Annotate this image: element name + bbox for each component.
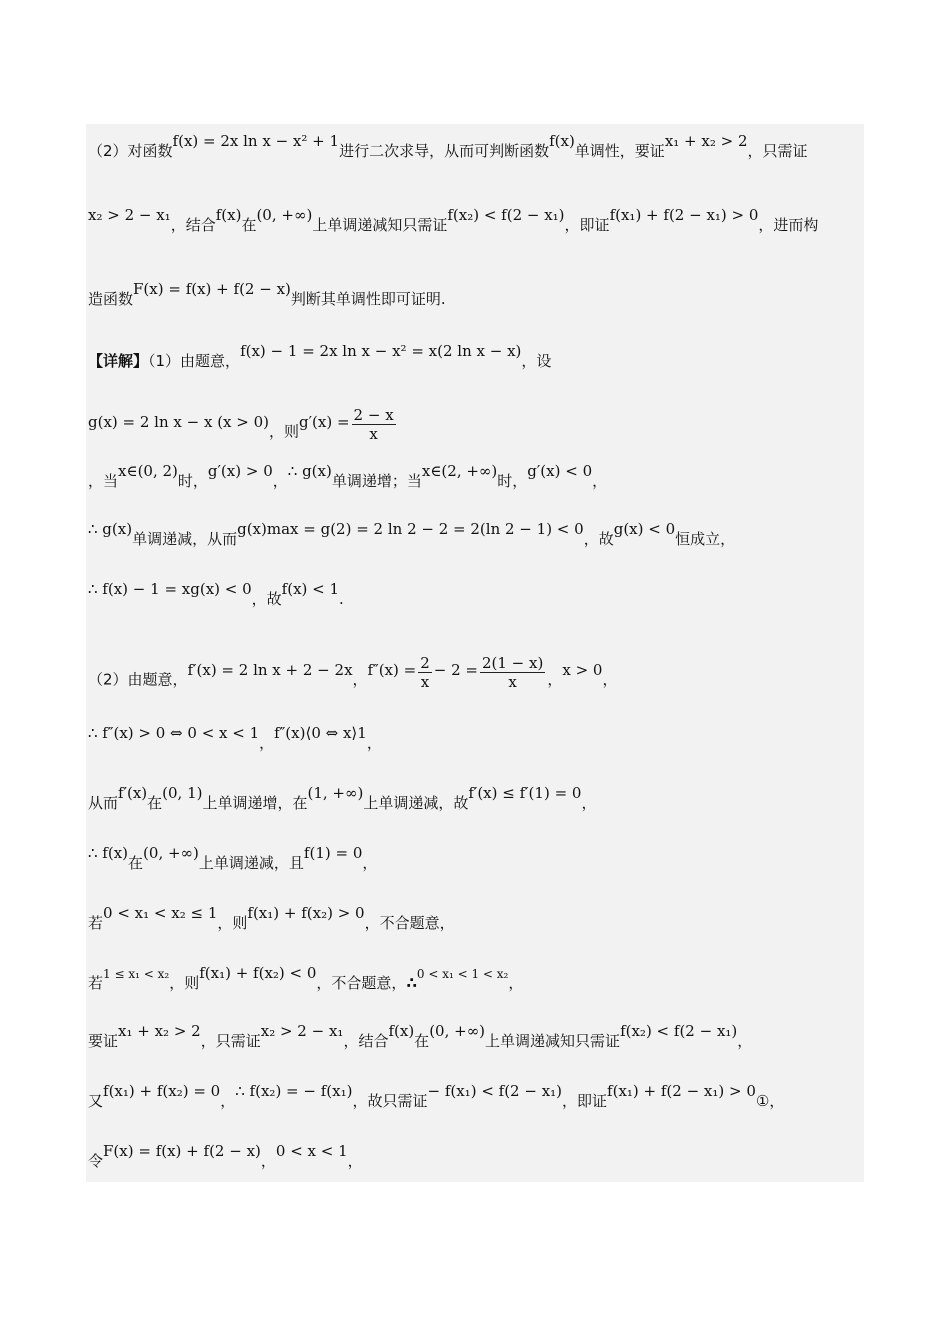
formula: ∴ f(x) − 1 = xg(x) < 0: [88, 580, 252, 598]
formula: ∴ f(x): [88, 844, 129, 862]
formula: (1, +∞): [307, 784, 364, 802]
formula: 0 < x₁ < x₂ ≤ 1: [103, 904, 218, 922]
text: 要证: [88, 1032, 119, 1050]
formula: f(x): [549, 132, 575, 150]
formula: f(x) − 1 = 2x ln x − x² = x(2 ln x − x): [240, 342, 522, 360]
line-13: [88, 904, 455, 932]
formula: F(x) = f(x) + f(2 − x): [133, 280, 291, 298]
text: ，: [260, 1152, 276, 1170]
line-17: [88, 1142, 363, 1170]
text: ，: [547, 670, 563, 689]
therefore-symbol: ∴: [406, 974, 417, 992]
text: ，故: [251, 590, 282, 608]
text: 时，: [497, 472, 528, 490]
text: ，则: [217, 914, 248, 932]
numerator: 2: [420, 654, 430, 672]
formula: f(x) < 1: [281, 580, 340, 598]
text: ，只需证: [747, 142, 808, 160]
line-10: [88, 724, 382, 752]
text: 在: [414, 1032, 430, 1050]
formula: x∈(0, 2): [118, 462, 178, 480]
formula: f(x): [388, 1022, 415, 1040]
text: ，: [366, 734, 382, 752]
formula: f(x₁) + f(2 − x₁) > 0: [607, 1082, 756, 1100]
text: ，只需证: [200, 1032, 261, 1050]
text: ，: [347, 1152, 363, 1170]
formula: 0 < x₁ < 1 < x₂: [416, 967, 509, 981]
fraction: [352, 406, 396, 443]
formula: − 2 =: [433, 660, 478, 679]
text: .: [339, 590, 344, 608]
fraction: [418, 654, 432, 691]
formula: − f(x₁) < f(2 − x₁): [427, 1082, 563, 1100]
numerator: 2(1 − x): [481, 654, 544, 672]
formula: g(x) = 2 ln x − x (x > 0): [88, 412, 270, 431]
formula: g′(x) =: [299, 412, 350, 431]
line-3: [88, 280, 446, 308]
line-11: [88, 784, 597, 812]
text: 单调递减，从而: [132, 530, 238, 548]
text: ，: [581, 794, 597, 812]
formula: f(x₁) + f(x₂) < 0: [199, 964, 317, 982]
formula: f(x₂) < f(2 − x₁): [447, 206, 565, 224]
formula: f′(x): [118, 784, 148, 802]
line-2: [88, 206, 819, 234]
line-16: [88, 1082, 785, 1110]
text: ，设: [521, 352, 552, 370]
line-9: [88, 654, 618, 699]
text: ，当: [88, 472, 119, 490]
text: ，故: [583, 530, 614, 548]
detail-heading: 【详解】: [88, 352, 149, 370]
text: ，: [592, 472, 608, 490]
line-4: [88, 342, 552, 370]
text: （2）由题意，: [88, 670, 188, 689]
formula: 1 ≤ x₁ < x₂: [103, 967, 170, 981]
formula: (0, +∞): [256, 206, 313, 224]
line-1: [88, 132, 808, 160]
formula: (0, +∞): [429, 1022, 486, 1040]
text: ，不合题意，: [364, 914, 455, 932]
formula: g(x)max = g(2) = 2 ln 2 − 2 = 2(ln 2 − 1) < 0: [237, 520, 584, 538]
formula: ∴ f(x₂) = − f(x₁): [235, 1082, 353, 1100]
text: 上单调递减，故: [363, 794, 469, 812]
text: ，则: [169, 974, 200, 992]
formula: f′(x) ≤ f′(1) = 0: [468, 784, 582, 802]
formula: f(x₂) < f(2 − x₁): [620, 1022, 738, 1040]
line-5: [88, 406, 398, 451]
formula: F(x) = f(x) + f(2 − x): [103, 1142, 261, 1160]
formula: (0, +∞): [143, 844, 199, 862]
line-8: [88, 580, 344, 608]
text: ，: [362, 854, 378, 872]
formula: x∈(2, +∞): [421, 462, 498, 480]
text: ，进而构: [758, 216, 819, 234]
line-6: [88, 462, 608, 490]
formula: ∴ f″(x) > 0 ⇔ 0 < x < 1: [88, 724, 260, 742]
text: ，: [737, 1032, 753, 1050]
text: 进行二次求导，从而可判断函数: [339, 142, 550, 160]
text: 造函数: [88, 290, 134, 308]
formula: (0, 1): [162, 784, 203, 802]
text: 又: [88, 1092, 104, 1110]
formula: 0 < x < 1: [275, 1142, 348, 1160]
text: 上单调递减知只需证: [312, 216, 448, 234]
text: ，即证: [562, 1092, 608, 1110]
formula: x₁ + x₂ > 2: [664, 132, 748, 150]
line-14: [88, 964, 524, 992]
formula: f(x₁) + f(x₂) = 0: [103, 1082, 221, 1100]
text: 在: [241, 216, 257, 234]
formula: x₂ > 2 − x₁: [88, 206, 171, 224]
text: 上单调递增，在: [202, 794, 308, 812]
formula: f″(x)⟨0 ⇔ x⟩1: [274, 724, 367, 742]
formula: x₂ > 2 − x₁: [260, 1022, 344, 1040]
text: 在: [147, 794, 163, 812]
text: 从而: [88, 794, 119, 812]
text: （1）由题意，: [148, 352, 241, 370]
formula: f(x) = 2x ln x − x² + 1: [172, 132, 340, 150]
text: ，: [602, 670, 618, 689]
line-15: [88, 1022, 753, 1050]
formula: g(x) < 0: [613, 520, 676, 538]
text: 在: [128, 854, 144, 872]
text: 时，: [177, 472, 208, 490]
text: ，故只需证: [352, 1092, 428, 1110]
text: 上单调递减知只需证: [485, 1032, 621, 1050]
text: （2）对函数: [88, 142, 173, 160]
formula: f(x): [215, 206, 242, 224]
text: 单调性，要证: [574, 142, 665, 160]
text: 单调递增；当: [331, 472, 422, 490]
text: ，: [508, 974, 524, 992]
text: 恒成立，: [675, 530, 736, 548]
numerator: 2 − x: [353, 406, 394, 424]
formula: f(x₁) + f(2 − x₁) > 0: [609, 206, 759, 224]
text: ，: [259, 734, 275, 752]
text: 上单调递减，且: [198, 854, 304, 872]
formula: f(1) = 0: [303, 844, 363, 862]
denominator: x: [369, 425, 378, 443]
line-7: [88, 520, 736, 548]
text: ，: [220, 1092, 236, 1110]
text: ，则: [269, 422, 300, 441]
text: ①，: [755, 1092, 785, 1110]
text: ，: [272, 472, 288, 490]
text: ，不合题意，: [316, 974, 407, 992]
text: ，结合: [343, 1032, 389, 1050]
formula: x > 0: [562, 660, 603, 679]
denominator: x: [508, 673, 517, 691]
denominator: x: [420, 673, 430, 691]
text: 令: [88, 1152, 104, 1170]
text: 若: [88, 914, 104, 932]
formula: f″(x) =: [367, 660, 417, 679]
fraction: [480, 654, 545, 691]
text: ，: [352, 670, 368, 689]
text: 判断其单调性即可证明.: [290, 290, 446, 308]
text: 若: [88, 974, 104, 992]
formula: f′(x) = 2 ln x + 2 − 2x: [187, 660, 353, 679]
formula: g′(x) < 0: [527, 462, 593, 480]
formula: x₁ + x₂ > 2: [118, 1022, 201, 1040]
line-12: [88, 844, 378, 872]
text: ，结合: [170, 216, 216, 234]
text: ，即证: [564, 216, 610, 234]
formula: ∴ g(x): [287, 462, 332, 480]
formula: f(x₁) + f(x₂) > 0: [247, 904, 365, 922]
formula: g′(x) > 0: [207, 462, 273, 480]
formula: ∴ g(x): [88, 520, 133, 538]
